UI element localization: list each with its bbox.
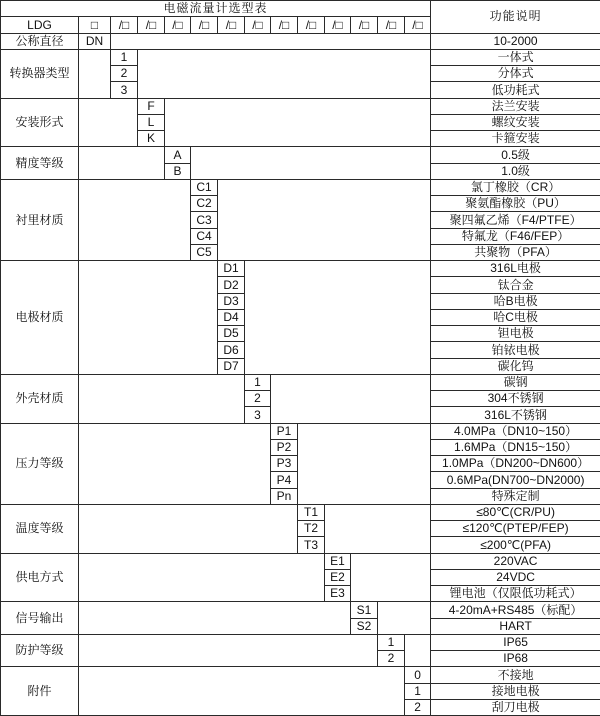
group-5-desc-1: 钛合金 (431, 277, 600, 293)
group-4-desc-0: 氯丁橡胶（CR） (431, 179, 600, 195)
group-8-desc-2: ≤200℃(PFA) (431, 537, 600, 553)
group-9-label: 供电方式 (1, 553, 79, 602)
group-11-desc-1: IP68 (431, 651, 600, 667)
group-4-code-3: C4 (191, 228, 218, 244)
group-10-desc-0: 4-20mA+RS485（标配） (431, 602, 600, 618)
model-slot-1: /□ (138, 17, 165, 33)
group-4-desc-2: 聚四氟乙烯（F4/PTFE） (431, 212, 600, 228)
group-2-code-0: F (138, 98, 165, 114)
group-4-code-2: C3 (191, 212, 218, 228)
model-slot-6: /□ (271, 17, 298, 33)
group-0-label: 公称直径 (1, 33, 79, 49)
group-5-code-5: D6 (218, 342, 245, 358)
group-8-code-2: T3 (298, 537, 325, 553)
model-slot-3: /□ (191, 17, 218, 33)
spacer-cell (191, 147, 431, 180)
group-5-code-3: D4 (218, 309, 245, 325)
group-3-desc-0: 0.5级 (431, 147, 600, 163)
model-slot-0: /□ (111, 17, 138, 33)
group-9-desc-0: 220VAC (431, 553, 600, 569)
group-11-code-0: 1 (378, 634, 405, 650)
group-2-code-1: L (138, 114, 165, 130)
group-8-desc-1: ≤120℃(PTEP/FEP) (431, 521, 600, 537)
model-prefix: LDG (1, 17, 79, 33)
model-slot-2: /□ (165, 17, 191, 33)
group-6-desc-0: 碳钢 (431, 374, 600, 390)
table-title: 电磁流量计选型表 (1, 1, 431, 17)
group-6-desc-2: 316L不锈钢 (431, 407, 600, 423)
group-5-code-6: D7 (218, 358, 245, 374)
group-10-code-1: S2 (351, 618, 378, 634)
group-0-desc-0: 10-2000 (431, 33, 600, 49)
spacer-cell (165, 98, 431, 147)
group-4-code-0: C1 (191, 179, 218, 195)
group-7-code-0: P1 (271, 423, 298, 439)
group-2-desc-0: 法兰安装 (431, 98, 600, 114)
group-11-desc-0: IP65 (431, 634, 600, 650)
group-7-code-2: P3 (271, 456, 298, 472)
spacer-cell (79, 98, 138, 147)
spacer-cell (271, 374, 431, 423)
group-0-code-0: DN (79, 33, 111, 49)
group-5-desc-2: 哈B电极 (431, 293, 600, 309)
group-4-code-1: C2 (191, 196, 218, 212)
model-slot-5: /□ (245, 17, 271, 33)
group-7-desc-1: 1.6MPa（DN15~150） (431, 439, 600, 455)
model-slot-4: /□ (218, 17, 245, 33)
spacer-cell (298, 423, 431, 504)
group-9-desc-1: 24VDC (431, 569, 600, 585)
group-11-label: 防护等级 (1, 634, 79, 667)
group-6-code-0: 1 (245, 374, 271, 390)
group-1-code-1: 2 (111, 66, 138, 82)
group-2-desc-1: 螺纹安装 (431, 114, 600, 130)
group-7-code-1: P2 (271, 439, 298, 455)
group-6-code-1: 2 (245, 391, 271, 407)
group-5-code-4: D5 (218, 326, 245, 342)
group-1-label: 转换器类型 (1, 49, 79, 98)
group-1-desc-0: 一体式 (431, 49, 600, 65)
group-7-code-3: P4 (271, 472, 298, 488)
group-12-code-1: 1 (405, 683, 431, 699)
group-1-desc-1: 分体式 (431, 66, 600, 82)
spacer-cell (79, 504, 298, 553)
group-7-code-4: Pn (271, 488, 298, 504)
group-3-label: 精度等级 (1, 147, 79, 180)
spacer-cell (79, 634, 378, 667)
group-1-code-0: 1 (111, 49, 138, 65)
spacer-cell (218, 179, 431, 260)
spacer-cell (325, 504, 431, 553)
group-7-desc-2: 1.0MPa（DN200~DN600） (431, 456, 600, 472)
group-2-code-2: K (138, 131, 165, 147)
group-12-desc-0: 不接地 (431, 667, 600, 683)
group-8-code-0: T1 (298, 504, 325, 520)
group-2-label: 安装形式 (1, 98, 79, 147)
group-5-desc-6: 碳化钨 (431, 358, 600, 374)
group-2-desc-2: 卡箍安装 (431, 131, 600, 147)
group-7-desc-0: 4.0MPa（DN10~150） (431, 423, 600, 439)
group-10-label: 信号输出 (1, 602, 79, 635)
spacer-cell (79, 147, 165, 180)
group-3-desc-1: 1.0级 (431, 163, 600, 179)
group-1-desc-2: 低功耗式 (431, 82, 600, 98)
group-5-desc-3: 哈C电极 (431, 309, 600, 325)
group-5-code-1: D2 (218, 277, 245, 293)
group-4-label: 衬里材质 (1, 179, 79, 260)
group-12-desc-2: 刮刀电极 (431, 699, 600, 715)
group-6-label: 外壳材质 (1, 374, 79, 423)
group-4-code-4: C5 (191, 244, 218, 260)
group-1-code-2: 3 (111, 82, 138, 98)
group-6-code-2: 3 (245, 407, 271, 423)
group-5-desc-4: 钽电极 (431, 326, 600, 342)
spacer-cell (79, 667, 405, 716)
group-10-desc-1: HART (431, 618, 600, 634)
spacer-cell (378, 602, 431, 635)
group-5-desc-0: 316L电极 (431, 261, 600, 277)
spacer-cell (79, 374, 245, 423)
group-11-code-1: 2 (378, 651, 405, 667)
group-9-code-1: E2 (325, 569, 351, 585)
group-12-desc-1: 接地电极 (431, 683, 600, 699)
group-5-label: 电极材质 (1, 261, 79, 375)
model-box-slot: □ (79, 17, 111, 33)
group-9-code-2: E3 (325, 586, 351, 602)
spacer-cell (111, 33, 431, 49)
model-slot-10: /□ (378, 17, 405, 33)
model-slot-8: /□ (325, 17, 351, 33)
spacer-cell (79, 49, 111, 98)
group-9-desc-2: 锂电池（仅限低功耗式） (431, 586, 600, 602)
spacer-cell (79, 179, 191, 260)
spacer-cell (245, 261, 431, 375)
model-slot-11: /□ (405, 17, 431, 33)
group-7-label: 压力等级 (1, 423, 79, 504)
group-4-desc-1: 聚氨酯橡胶（PU） (431, 196, 600, 212)
spacer-cell (79, 423, 271, 504)
model-slot-9: /□ (351, 17, 378, 33)
group-4-desc-4: 共聚物（PFA） (431, 244, 600, 260)
group-7-desc-4: 特殊定制 (431, 488, 600, 504)
group-4-desc-3: 特氟龙（F46/FEP） (431, 228, 600, 244)
group-12-code-0: 0 (405, 667, 431, 683)
group-12-label: 附件 (1, 667, 79, 716)
group-7-desc-3: 0.6MPa(DN700~DN2000) (431, 472, 600, 488)
spacer-cell (351, 553, 431, 602)
spacer-cell (405, 634, 431, 667)
group-8-desc-0: ≤80℃(CR/PU) (431, 504, 600, 520)
group-10-code-0: S1 (351, 602, 378, 618)
group-5-code-0: D1 (218, 261, 245, 277)
spacer-cell (79, 602, 351, 635)
function-column-header: 功能说明 (431, 1, 600, 34)
spacer-cell (79, 261, 218, 375)
group-12-code-2: 2 (405, 699, 431, 715)
group-6-desc-1: 304不锈钢 (431, 391, 600, 407)
group-3-code-0: A (165, 147, 191, 163)
model-slot-7: /□ (298, 17, 325, 33)
spacer-cell (138, 49, 431, 98)
group-3-code-1: B (165, 163, 191, 179)
group-8-code-1: T2 (298, 521, 325, 537)
group-9-code-0: E1 (325, 553, 351, 569)
group-8-label: 温度等级 (1, 504, 79, 553)
group-5-desc-5: 铂铱电极 (431, 342, 600, 358)
spacer-cell (79, 553, 325, 602)
group-5-code-2: D3 (218, 293, 245, 309)
